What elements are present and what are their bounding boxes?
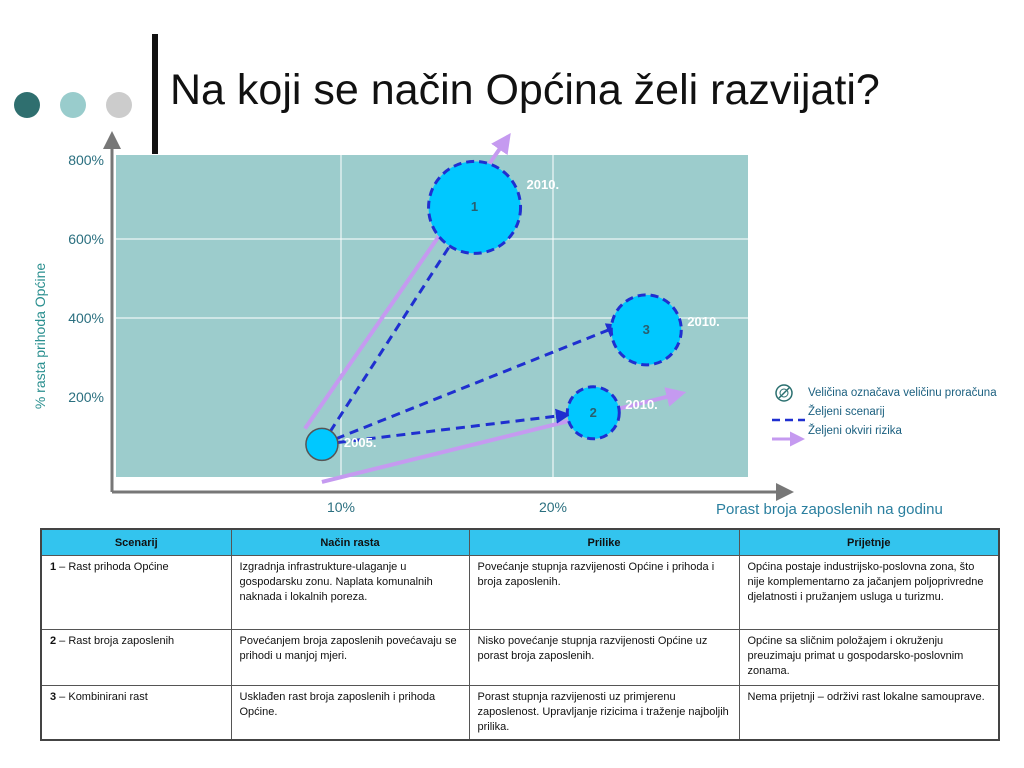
threats-cell: Općine sa sličnim položajem i okruženju preuzimaju primat u gospodarsko-poslovnim zonama. bbox=[739, 630, 999, 686]
scenario-number: 2 bbox=[50, 635, 57, 647]
scenario-name: – Kombinirani rast bbox=[56, 691, 148, 703]
col-header: Prilike bbox=[469, 529, 739, 556]
growth-cell: Povećanjem broja zaposlenih povećavaju se prihodi u manjoj mjeri. bbox=[231, 630, 469, 686]
table-row bbox=[41, 686, 999, 741]
bubble-number: 2 bbox=[589, 404, 597, 420]
bubble bbox=[306, 428, 338, 460]
bubble-year: 2010. bbox=[526, 177, 560, 193]
scenario-name: – Rast broja zaposlenih bbox=[56, 635, 175, 647]
legend-scenario: Željeni scenarij bbox=[808, 406, 885, 418]
opportunities-cell: Nisko povećanje stupnja razvijenosti Općine uz porast broja zaposlenih. bbox=[469, 630, 739, 686]
x-tick-label: 10% bbox=[326, 499, 356, 515]
bubble-year: 2010. bbox=[625, 396, 658, 412]
y-tick-label: 400% bbox=[68, 310, 104, 326]
scenario-cell bbox=[41, 686, 231, 741]
col-header: Način rasta bbox=[231, 529, 469, 556]
table-row bbox=[41, 630, 999, 686]
y-tick-label: 200% bbox=[68, 389, 104, 405]
legend-risk: Željeni okviri rizika bbox=[808, 425, 902, 437]
slide-title: Na koji se način Općina želi razvijati? bbox=[170, 66, 880, 114]
scenario-number: 3 bbox=[50, 691, 57, 703]
legend bbox=[772, 383, 997, 441]
y-tick-label: 600% bbox=[68, 231, 104, 247]
x-axis-label: Porast broja zaposlenih na godinu bbox=[716, 501, 943, 518]
legend-size-note: Veličina označava veličinu proračuna bbox=[808, 387, 997, 399]
scenario-cell bbox=[41, 556, 231, 630]
x-tick-label: 20% bbox=[538, 499, 568, 515]
scenario-number: 1 bbox=[50, 561, 57, 573]
table-header-row bbox=[41, 529, 999, 556]
opportunities-cell: Porast stupnja razvijenosti uz primjerenu zaposlenost. Upravljanje rizicima i traženje najboljih prilika. bbox=[469, 686, 739, 741]
threats-cell: Nema prijetnji – održivi rast lokalne samouprave. bbox=[739, 686, 999, 741]
col-header: Scenarij bbox=[41, 529, 231, 556]
scenario-name: – Rast prihoda Općine bbox=[56, 561, 169, 573]
scenario-cell bbox=[41, 630, 231, 686]
y-axis-label: % rasta prihoda Općine bbox=[32, 262, 48, 410]
bubble-year: 2005. bbox=[343, 435, 377, 451]
growth-cell: Usklađen rast broja zaposlenih i prihoda Općine. bbox=[231, 686, 469, 741]
growth-cell: Izgradnja infrastrukture-ulaganje u gospodarsku zonu. Naplata komunalnih naknada i lokalnih poreza. bbox=[231, 556, 469, 630]
bubble-number: 1 bbox=[470, 199, 479, 215]
col-header: Prijetnje bbox=[739, 529, 999, 556]
scenario-table bbox=[40, 528, 1000, 741]
table-row bbox=[41, 556, 999, 630]
threats-cell: Općina postaje industrijsko-poslovna zona, što nije komplementarno za jačanjem poljoprivredne djelatnosti i pružanjem usluga u turizmu. bbox=[739, 556, 999, 630]
bubble-year: 2010. bbox=[687, 313, 720, 329]
bubble-number: 3 bbox=[642, 321, 650, 337]
opportunities-cell: Povećanje stupnja razvijenosti Općine i prihoda i broja zaposlenih. bbox=[469, 556, 739, 630]
y-tick-label: 800% bbox=[68, 152, 104, 168]
